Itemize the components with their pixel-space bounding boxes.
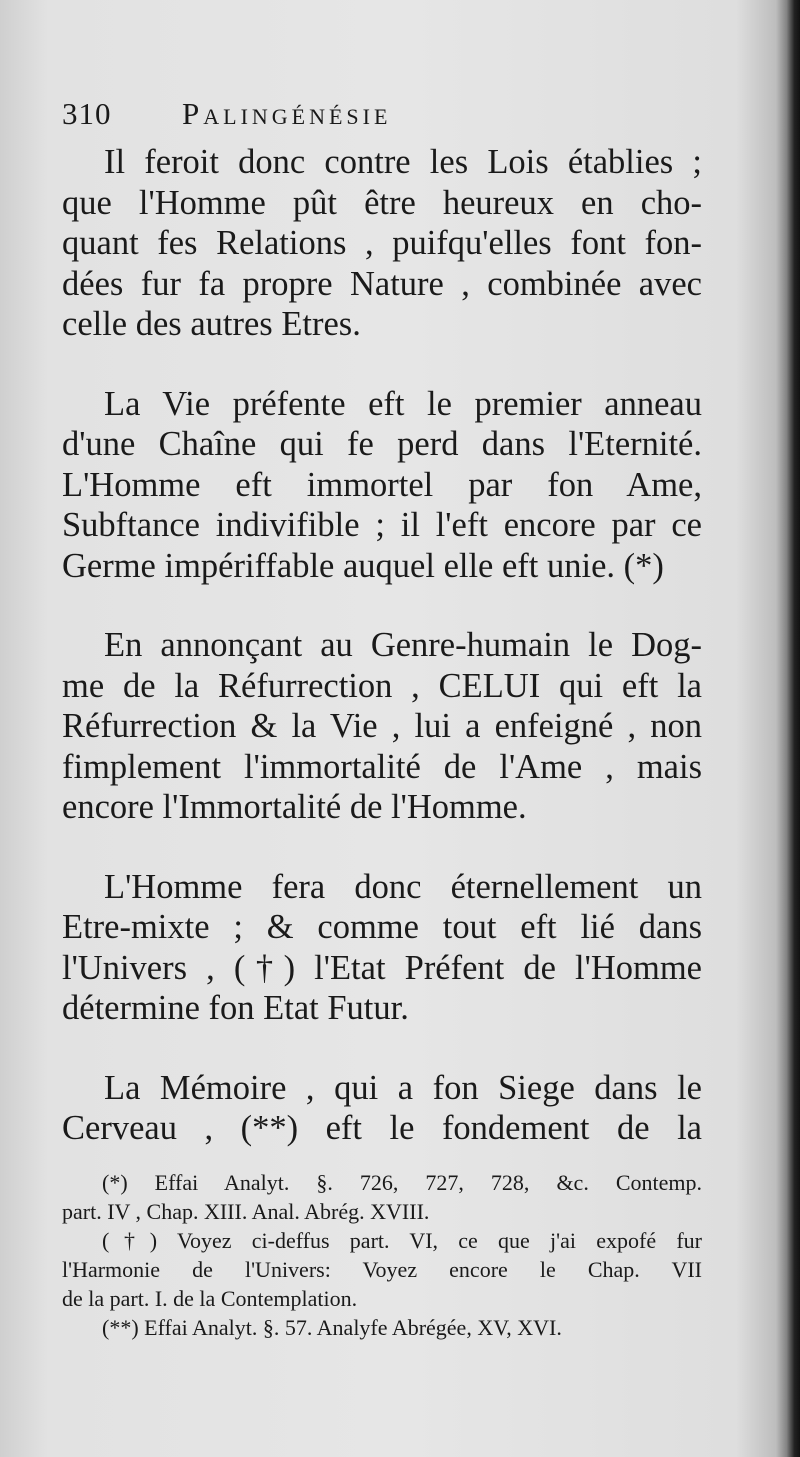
running-title: Palingénésie xyxy=(182,96,392,131)
footnote-1 xyxy=(62,1168,702,1226)
footnote-3 xyxy=(62,1313,702,1342)
main-text-block xyxy=(62,96,702,1149)
footnote-line: (**) Effai Analyt. §. 57. Analyfe Abrégée, XV, XVI. xyxy=(102,1315,562,1340)
text-line: fimplement l'immortalité de l'Ame , mais xyxy=(62,747,702,786)
text-line: Subftance indivifible ; il l'eft encore par ce xyxy=(62,506,702,544)
text-line: d'une Chaîne qui fe perd dans l'Eternité. xyxy=(62,425,702,463)
paragraph-5 xyxy=(62,1068,702,1149)
book-spine-shadow xyxy=(786,0,800,1457)
footnote-2 xyxy=(62,1226,702,1313)
paragraph-1 xyxy=(62,142,702,345)
text-line: En annonçant au Genre-humain le Dog- xyxy=(104,626,702,664)
text-line: celle des autres Etres. xyxy=(62,305,361,343)
text-line: La Vie préfente eft le premier anneau xyxy=(104,384,702,423)
footnote-line: part. IV , Chap. XIII. Anal. Abrég. XVIII. xyxy=(62,1199,430,1224)
text-line: détermine fon Etat Futur. xyxy=(62,989,409,1027)
text-line: que l'Homme pût être heureux en cho- xyxy=(62,183,702,222)
paragraph-3 xyxy=(62,625,702,828)
footnote-line: (*) Effai Analyt. §. 726, 727, 728, &c. Contemp. xyxy=(102,1170,702,1195)
running-head xyxy=(62,96,702,142)
text-line: L'Homme eft immortel par fon Ame, xyxy=(62,465,702,504)
text-line: l'Univers , (†) l'Etat Préfent de l'Homme xyxy=(62,948,702,987)
text-line: L'Homme fera donc éternellement un xyxy=(104,867,702,906)
text-line: me de la Réfurrection , CELUI qui eft la xyxy=(62,666,702,705)
text-line: Réfurrection & la Vie , lui a enfeigné , non xyxy=(62,707,702,745)
paragraph-4 xyxy=(62,867,702,1029)
paragraph-2 xyxy=(62,384,702,587)
text-line: encore l'Immortalité de l'Homme. xyxy=(62,788,527,826)
footnote-line: l'Harmonie de l'Univers: Voyez encore le Chap. VII xyxy=(62,1257,702,1282)
text-line: dées fur fa propre Nature , combinée avec xyxy=(62,264,702,303)
text-line: quant fes Relations , puifqu'elles font fon- xyxy=(62,224,702,262)
text-line: La Mémoire , qui a fon Siege dans le xyxy=(104,1068,702,1107)
text-line: Etre-mixte ; & comme tout eft lié dans xyxy=(62,908,702,946)
text-line: Cerveau , (**) eft le fondement de la xyxy=(62,1109,702,1147)
footnote-line: de la part. I. de la Contemplation. xyxy=(62,1286,358,1311)
text-line: Il feroit donc contre les Lois établies ; xyxy=(104,143,702,181)
text-line: Germe impériffable auquel elle eft unie. (*) xyxy=(62,546,664,585)
footnotes xyxy=(62,1168,702,1342)
page-number: 310 xyxy=(62,96,112,131)
footnote-line: (†) Voyez ci-deffus part. VI, ce que j'ai expofé fur xyxy=(102,1228,702,1253)
